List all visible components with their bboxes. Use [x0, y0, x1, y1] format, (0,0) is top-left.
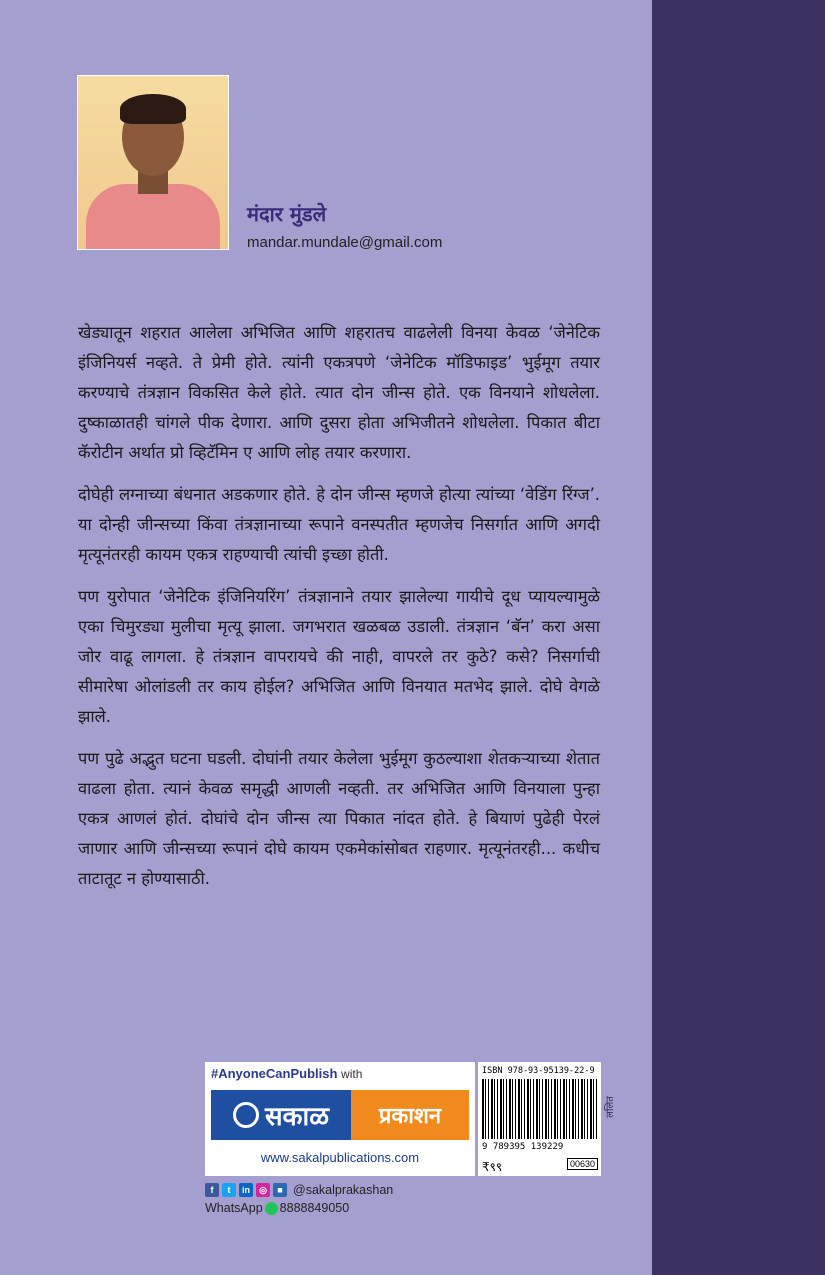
price-code: 00630: [567, 1158, 598, 1170]
whatsapp-icon: [265, 1202, 278, 1215]
price-label: ₹९९: [482, 1160, 503, 1174]
barcode-icon: [482, 1079, 597, 1139]
barcode-box: [478, 1062, 601, 1176]
barcode-number: 9 789395 139229: [482, 1142, 564, 1152]
author-email: mandar.mundale@gmail.com: [247, 234, 443, 251]
publisher-hashtag: #AnyoneCanPublish with: [211, 1066, 363, 1081]
blurb-paragraph: पण पुढे अद्भुत घटना घडली. दोघांनी तयार केलेला भुईमूग कुठल्याशा शेतकऱ्याच्या शेतात वाढला होता. त्यानं केवळ समृद्धी आणली नव्हती. तर अभिजित आणि विनयाला पुन्हा एकत्र आणलं होतं. दोघांचे दोन जीन्स त्या पिकात नांदत होते. हे बियाणं पुढेही पेरलं जाणार आणि जीन्सच्या रूपानं दोघे कायम एकमेकांसोबत राहणार. मृत्यूनंतरही... कधीच ताटातूट न होण्यासाठी.: [78, 749, 600, 888]
author-name: मंदार मुंडले: [247, 202, 327, 226]
genre-label: ललित: [605, 1096, 616, 1118]
publisher-emblem-icon: [233, 1102, 259, 1128]
isbn-label: ISBN 978-93-95139-22-9: [482, 1066, 595, 1076]
social-links: [205, 1183, 393, 1197]
instagram-icon[interactable]: ◎: [256, 1183, 270, 1197]
publisher-box: [205, 1062, 475, 1176]
facebook-icon[interactable]: f: [205, 1183, 219, 1197]
book-blurb: [78, 318, 600, 906]
social-handle[interactable]: @sakalprakashan: [293, 1183, 394, 1197]
blurb-paragraph: दोघेही लग्नाच्या बंधनात अडकणार होते. हे दोन जीन्स म्हणजे होत्या त्यांच्या ‘वेडिंग रिंग्ज’. या दोन्ही जीन्सच्या किंवा तंत्रज्ञानाच्या रूपाने वनस्पतीत म्हणजेच निसर्गात आणि अगदी मृत्यूनंतरही कायम एकत्र राहण्याची त्यांची इच्छा होती.: [78, 485, 600, 564]
publisher-logo: सकाळ प्रकाशन: [211, 1090, 469, 1140]
author-photo: [77, 75, 229, 250]
blogger-icon[interactable]: ■: [273, 1183, 287, 1197]
twitter-icon[interactable]: t: [222, 1183, 236, 1197]
whatsapp-number[interactable]: 8888849050: [279, 1201, 350, 1215]
blurb-paragraph: पण युरोपात ‘जेनेटिक इंजिनियरिंग’ तंत्रज्ञानाने तयार झालेल्या गायीचे दूध प्यायल्यामुळे एका चिमुरड्या मुलीचा मृत्यू झाला. जगभरात खळबळ उडाली. तंत्रज्ञान ‘बॅन’ करा असा जोर वाढू लागला. हे तंत्रज्ञान वापरायचे की नाही, वापरले तर कुठे? कसे? निसर्गाची सीमारेषा ओलांडली तर काय होईल? अभिजित आणि विनयात मतभेद झाले. दोघे वेगळे झाले.: [78, 587, 600, 726]
blurb-paragraph: खेड्यातून शहरात आलेला अभिजित आणि शहरातच वाढलेली विनया केवळ ‘जेनेटिक इंजिनियर्स नव्हते. ते प्रेमी होते. त्यांनी एकत्रपणे ‘जेनेटिक मॉडिफाइड’ भुईमूग तयार करण्याचे तंत्रज्ञान विकसित केले होते. त्यात दोन जीन्स होते. एक विनयाने शोधलेला. दुष्काळातही चांगले पीक देणारा. आणि दुसरा होता अभिजीतने शोधलेला. पिकात बीटा कॅरोटीन अर्थात प्रो व्हिटॅमिन ए आणि लोह तयार करणारा.: [78, 323, 600, 462]
publisher-url[interactable]: www.sakalpublications.com: [260, 1150, 420, 1165]
whatsapp-contact: WhatsApp 8888849050: [205, 1201, 350, 1215]
book-spine: [652, 0, 825, 1275]
linkedin-icon[interactable]: in: [239, 1183, 253, 1197]
